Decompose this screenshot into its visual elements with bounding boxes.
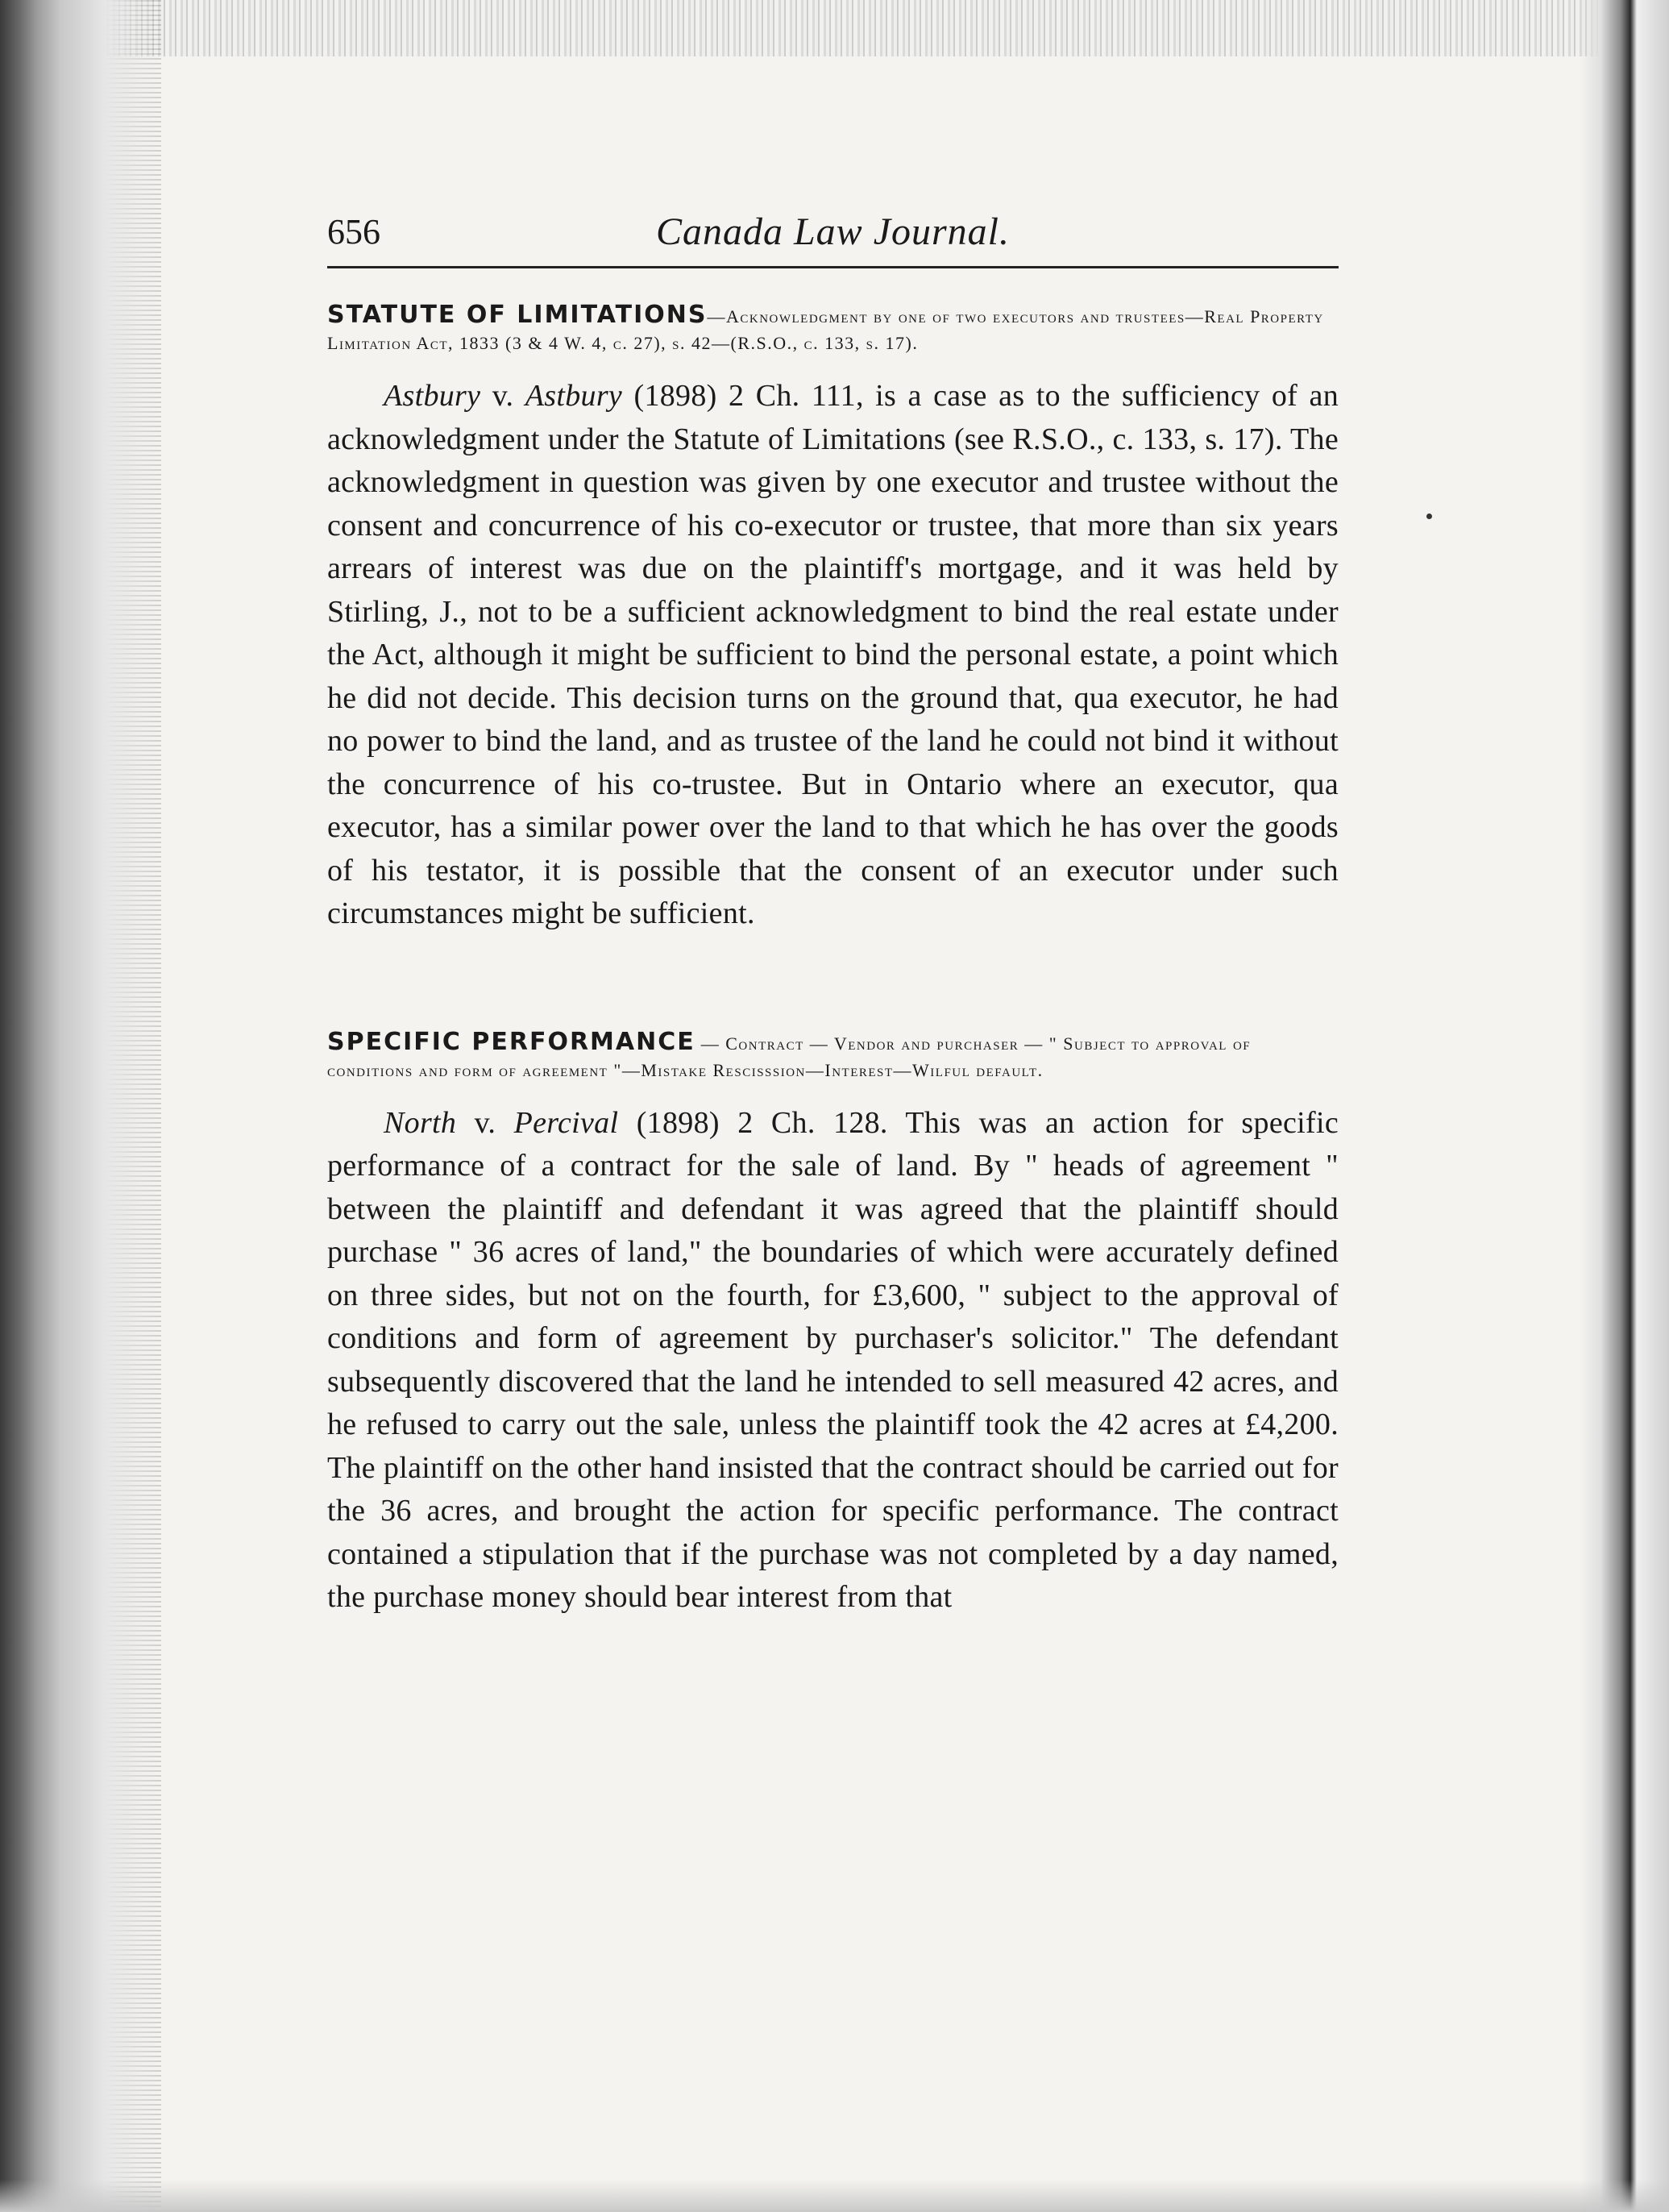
scan-border-right [1580, 0, 1669, 2212]
section-heading-main: STATUTE OF LIMITATIONS [327, 301, 708, 329]
paragraph-astbury [327, 375, 1339, 936]
case-party: Percival [513, 1105, 619, 1140]
journal-title: Canada Law Journal. [655, 210, 1011, 253]
case-party: Astbury [384, 379, 481, 413]
section-heading-main: SPECIFIC PERFORMANCE [327, 1027, 695, 1056]
page [327, 202, 1339, 1650]
case-party: Astbury [525, 379, 623, 413]
paragraph-text: (1898) 2 Ch. 111, is a case as to the sufficiency of an acknowledgment under the Statute of Limitations (see R.S.O., c. 133, s. 17). The acknowledgment in question was given by one executor and trustee without the consent and concurrence of his co-executor or trustee, that more than six years arrears of interest was due on the plaintiff's mortgage, and it was held by Stirling, J., not to be a sufficient acknowledgment to bind the real estate under the Act, although it might be sufficient to bind the personal estate, a point which he did not decide. This decision turns on the ground that, qua executor, he had no power to bind the land, and as trustee of the land he could not bind it without the concurrence of his co-trustee. But in Ontario where an executor, qua executor, has a similar power over the land to that which he has over the goods of his testator, it is possible that the consent of an executor under such circumstances might be sufficient. [327, 379, 1339, 930]
page-number: 656 [327, 212, 380, 252]
scan-border-left [0, 0, 161, 2212]
scan-border-top [0, 0, 1669, 56]
case-versus: v. [480, 379, 525, 413]
section-heading-statute-of-limitations [327, 302, 1339, 357]
section-gap [327, 967, 1339, 996]
scan-border-bottom [0, 2180, 1669, 2212]
paragraph-text: (1898) 2 Ch. 128. This was an action for specific performance of a contract for the sale of land. By " heads of agreement " between the plaintiff and defendant it was agreed that the plaintiff should purchase " 36 acres of land," the boundaries of which were accurately defined on three sides, but not on the fourth, for £3,600, " subject to the approval of conditions and form of agreement by purchaser's solicitor." The defendant subsequently discovered that the land he intended to sell measured 42 acres, and he refused to carry out the sale, unless the plaintiff took the 42 acres at £4,200. The plaintiff on the other hand insisted that the contract should be carried out for the 36 acres, and brought the action for specific performance. The contract contained a stipulation that if the purchase was not completed by a day named, the purchase money should bear interest from that [327, 1105, 1339, 1614]
case-versus: v. [456, 1105, 514, 1140]
scan-speck [1426, 514, 1432, 519]
case-party: North [384, 1105, 457, 1140]
section-heading-specific-performance [327, 1029, 1339, 1084]
paragraph-north [327, 1102, 1339, 1620]
section-heading-sub: —Acknowledgment by one of two executors and trustees—Real Property Limitation Act, 1833 (3 & 4 W. 4, c. 27), s. 42—(R.S.O., c. 133, s. 17). [327, 306, 1324, 353]
running-head [327, 202, 1339, 268]
section-heading-sub: — Contract — Vendor and purchaser — " Subject to approval of conditions and form of agreement "—Mistake Rescisssion—Interest—Wilful default. [327, 1033, 1252, 1080]
